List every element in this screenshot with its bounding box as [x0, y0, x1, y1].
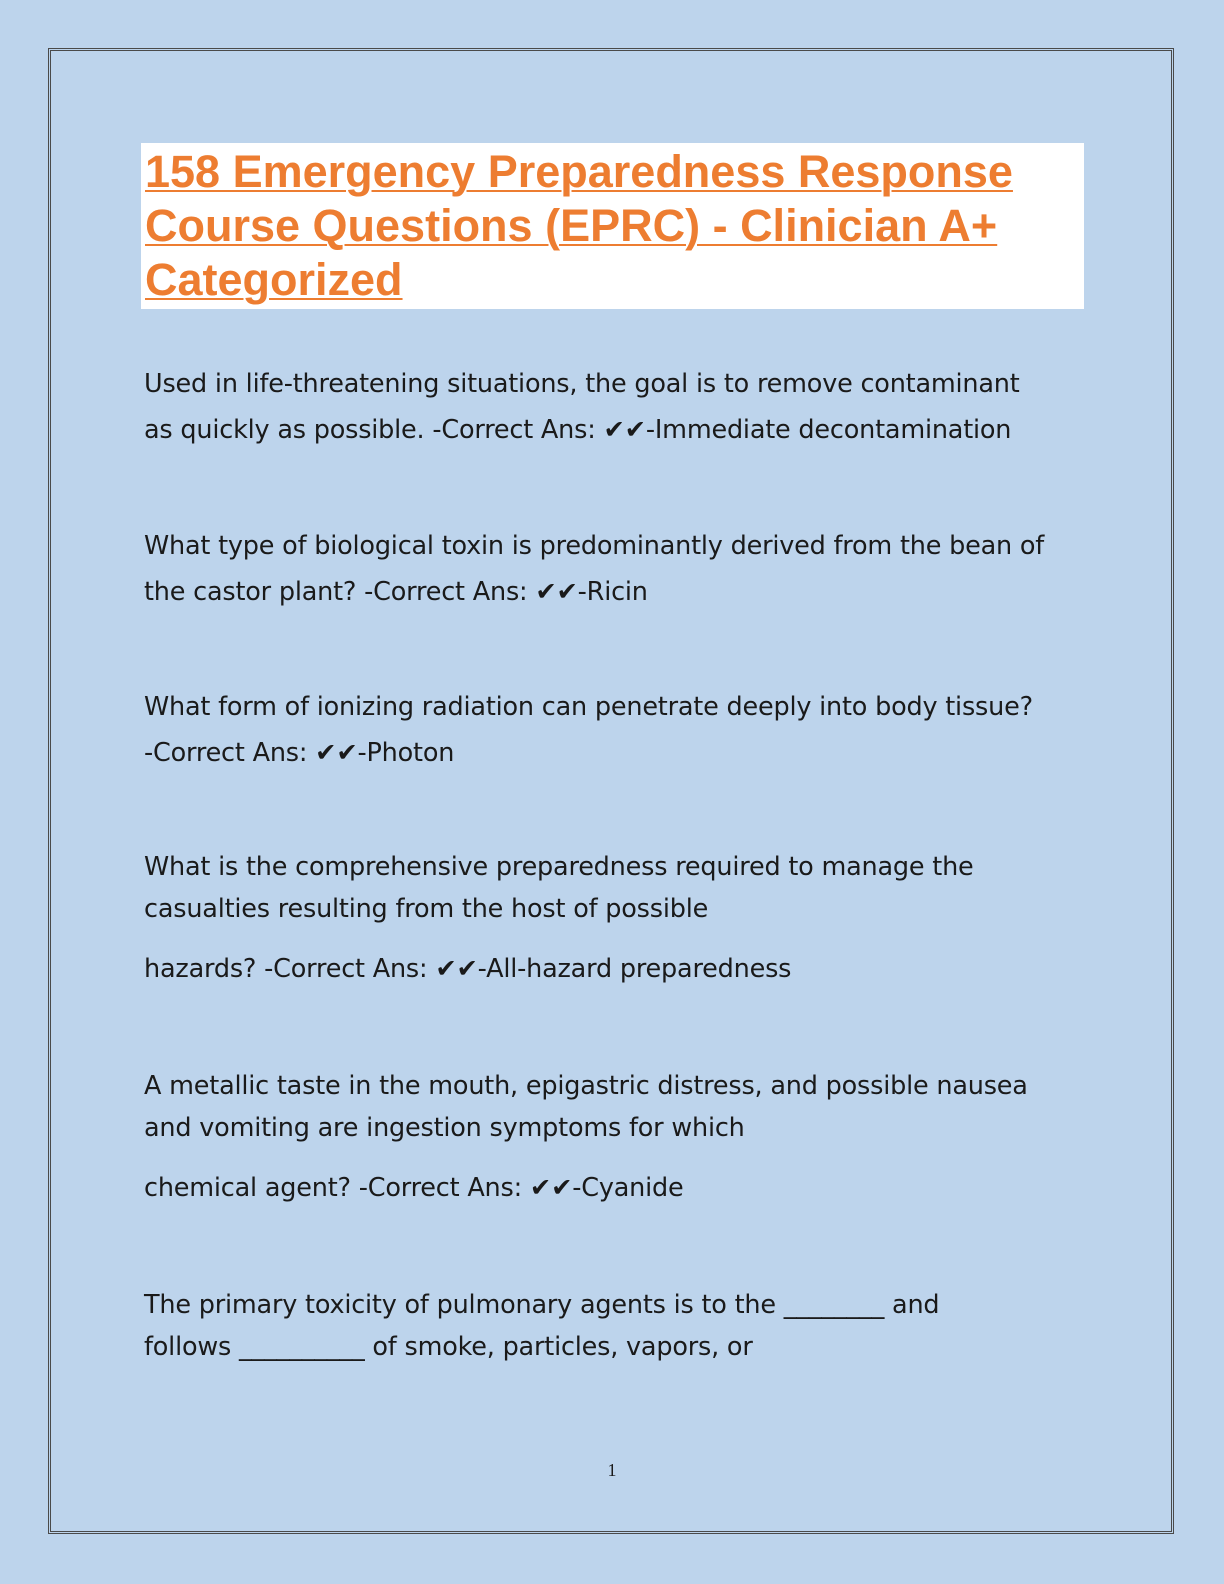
question-block-5 [144, 1065, 1084, 1209]
question-3-line-1: What form of ionizing radiation can penetrate deeply into body tissue? [144, 692, 1033, 722]
question-1-line-2: as quickly as possible. -Correct Ans: ✔✔-Immediate decontamination [144, 415, 1012, 445]
document-title-line-2: Course Questions (EPRC) - Clinician A+ [145, 200, 998, 251]
question-block-1 [144, 361, 1084, 453]
question-block-6 [144, 1284, 1084, 1368]
question-block-4 [144, 846, 1084, 990]
question-6-line-1: The primary toxicity of pulmonary agents is to the ________ and [144, 1290, 940, 1320]
question-5-line-1: A metallic taste in the mouth, epigastric distress, and possible nausea [144, 1071, 1028, 1101]
page-number: 1 [607, 1460, 617, 1480]
question-4-line-3: hazards? -Correct Ans: ✔✔-All-hazard preparedness [144, 954, 792, 984]
question-5-line-3: chemical agent? -Correct Ans: ✔✔-Cyanide [144, 1173, 684, 1203]
question-2-line-1: What type of biological toxin is predominantly derived from the bean of [144, 531, 1045, 561]
document-title-line-1: 158 Emergency Preparedness Response [145, 146, 1013, 197]
question-2-line-2: the castor plant? -Correct Ans: ✔✔-Ricin [144, 577, 648, 607]
question-block-3 [144, 684, 1084, 776]
question-3-line-2: -Correct Ans: ✔✔-Photon [144, 738, 455, 768]
question-block-2 [144, 523, 1084, 615]
question-4-line-1: What is the comprehensive preparedness required to manage the [144, 852, 974, 882]
question-5-line-2: and vomiting are ingestion symptoms for which [144, 1113, 745, 1143]
question-6-line-2: follows __________ of smoke, particles, vapors, or [144, 1332, 753, 1362]
title-box [141, 143, 1084, 309]
question-4-line-2: casualties resulting from the host of possible [144, 894, 709, 924]
question-1-line-1: Used in life-threatening situations, the goal is to remove contaminant [144, 369, 1020, 399]
document-title-line-3: Categorized [145, 254, 403, 305]
